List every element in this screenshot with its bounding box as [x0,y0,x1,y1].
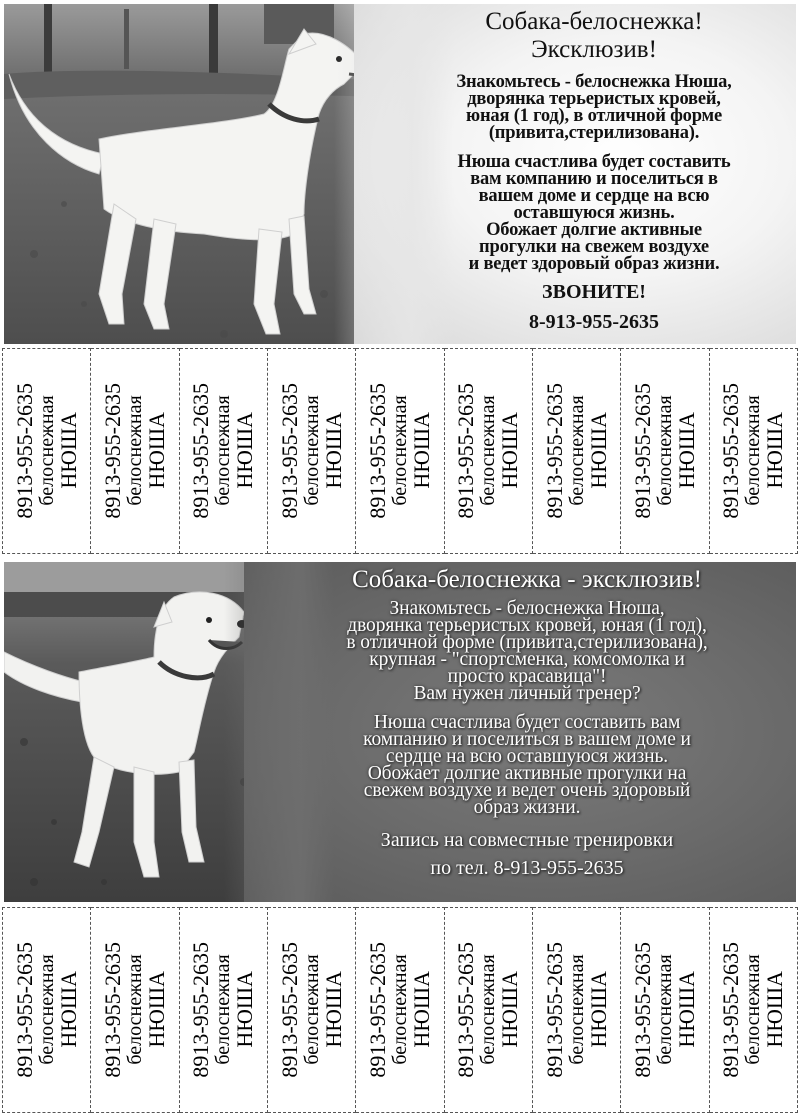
text-line: Знакомьтесь - белоснежка Нюша, [389,598,665,619]
strip-phone: 8913-955-2635 [188,942,214,1078]
booking-line: Запись на совместные тренировки [380,829,674,851]
strip-phone: 8913-955-2635 [453,383,479,519]
strip-word: белоснежная [742,954,765,1066]
strip-phone: 8913-955-2635 [453,942,479,1078]
tear-off-strip[interactable] [180,907,268,1113]
text-line: и ведет здоровый образ жизни. [468,254,720,274]
strip-name: НЮША [497,412,523,490]
tear-off-strip-text [11,942,81,1078]
tear-off-row-bottom [2,907,798,1113]
tear-off-strip-text [99,383,169,519]
strip-phone: 8913-955-2635 [11,942,37,1078]
text-line: вам компанию и поселиться в [470,169,718,189]
strip-name: НЮША [143,412,169,490]
text-line: Обожает долгие активные прогулки на [367,763,687,784]
tear-off-strip[interactable] [533,348,621,554]
tear-off-strip[interactable] [356,907,444,1113]
call-to-action: ЗВОНИТЕ! [542,281,646,303]
tear-off-strip[interactable] [621,907,709,1113]
flyer-bottom-title: Собака-белоснежка - эксклюзив! [352,566,702,593]
text-line: компанию и поселиться в вашем доме и [363,729,691,750]
strip-phone: 8913-955-2635 [364,383,390,519]
text-line: свежем воздухе и ведет очень здоровый [363,780,691,801]
tear-off-strip-text [541,383,611,519]
tear-off-strip-text [720,383,786,519]
text-line: оставшуюся жизнь. [513,203,675,223]
tear-off-strip[interactable] [710,907,798,1113]
text-line: сердце на всю оставшуюся жизнь. [385,746,669,767]
strip-word: белоснежная [212,954,235,1066]
flyer-bottom-paragraph-1 [260,600,794,702]
strip-name: НЮША [320,412,346,490]
tear-off-strip[interactable] [356,348,444,554]
strip-word: белоснежная [212,395,235,507]
tear-off-strip-text [720,942,786,1078]
flyer-bottom-text [260,562,794,882]
strip-phone: 8913-955-2635 [718,383,744,519]
strip-word: белоснежная [35,395,58,507]
tear-off-strip-text [629,942,699,1078]
text-line: юная (1 год), в отличной форме [466,106,722,126]
text-line: (привита,стерилизована). [488,123,700,143]
strip-word: белоснежная [35,954,58,1066]
tear-off-strip[interactable] [268,907,356,1113]
tear-off-strip-text [190,942,256,1078]
tear-off-strip-text [276,383,346,519]
strip-name: НЮША [143,971,169,1049]
tear-off-strip-text [190,383,256,519]
tear-off-strip-text [629,383,699,519]
strip-word: белоснежная [653,395,676,507]
strip-word: белоснежная [300,395,323,507]
strip-name: НЮША [55,971,81,1049]
text-line: прогулки на свежем воздухе [479,237,709,257]
strip-word: белоснежная [123,395,146,507]
text-line: Нюша счастлива будет составить вам [373,712,681,733]
tear-off-strip[interactable] [445,348,533,554]
flyer-bottom [4,562,796,902]
flyer-top-paragraph-2 [396,154,792,273]
strip-phone: 8913-955-2635 [718,942,744,1078]
strip-word: белоснежная [123,954,146,1066]
text-line: образ жизни. [473,797,581,818]
strip-word: белоснежная [388,395,411,507]
tear-off-strip-text [276,942,346,1078]
tear-off-row-top [2,348,798,554]
tear-off-strip[interactable] [91,348,179,554]
strip-name: НЮША [673,412,699,490]
tear-off-strip[interactable] [710,348,798,554]
strip-word: белоснежная [477,395,500,507]
tear-off-strip-text [364,942,434,1078]
strip-phone: 8913-955-2635 [188,383,214,519]
text-line: крупная - "спортсменка, комсомолка и [369,649,685,670]
tear-off-strip-text [99,942,169,1078]
flyer-top [4,4,796,344]
strip-phone: 8913-955-2635 [11,383,37,519]
strip-word: белоснежная [388,954,411,1066]
tear-off-strip[interactable] [445,907,533,1113]
text-line: в отличной форме (привита,стерилизована), [346,632,708,653]
flyer-bottom-paragraph-2 [260,714,794,816]
flyer-top-text [396,4,792,333]
strip-name: НЮША [408,412,434,490]
tear-off-strip-text [11,383,81,519]
title-line: Эксклюзив! [531,36,657,63]
title-line: Собака-белоснежка! [485,8,703,35]
strip-name: НЮША [762,971,788,1049]
text-line: дворянка терьеристых кровей, юная (1 год), [347,615,707,636]
text-line: Знакомьтесь - белоснежка Нюша, [456,72,732,92]
tear-off-strip[interactable] [533,907,621,1113]
strip-name: НЮША [673,971,699,1049]
text-line: Нюша счастлива будет составить [457,152,731,172]
tear-off-strip[interactable] [2,348,91,554]
strip-phone: 8913-955-2635 [541,383,567,519]
strip-name: НЮША [585,971,611,1049]
strip-phone: 8913-955-2635 [629,942,655,1078]
strip-name: НЮША [55,412,81,490]
tear-off-strip-text [455,383,521,519]
tear-off-strip-text [455,942,521,1078]
tear-off-strip[interactable] [91,907,179,1113]
strip-phone: 8913-955-2635 [629,383,655,519]
strip-name: НЮША [585,412,611,490]
strip-phone: 8913-955-2635 [541,942,567,1078]
tear-off-strip[interactable] [2,907,91,1113]
strip-name: НЮША [232,412,258,490]
strip-word: белоснежная [653,954,676,1066]
strip-phone: 8913-955-2635 [276,942,302,1078]
strip-word: белоснежная [565,954,588,1066]
flyer-top-title [396,8,792,64]
booking-info [260,826,794,882]
strip-name: НЮША [762,412,788,490]
tear-off-strip[interactable] [621,348,709,554]
strip-word: белоснежная [300,954,323,1066]
text-line: дворянка терьеристых кровей, [467,89,721,109]
flyer-top-paragraph-1 [396,74,792,142]
strip-name: НЮША [497,971,523,1049]
text-line: просто красавица"! [447,666,607,687]
tear-off-strip[interactable] [268,348,356,554]
tear-off-strip-text [541,942,611,1078]
text-line: вашем доме и сердце на всю [478,186,710,206]
strip-name: НЮША [408,971,434,1049]
strip-phone: 8913-955-2635 [364,942,390,1078]
tear-off-strip[interactable] [180,348,268,554]
phone-number: 8-913-955-2635 [529,311,659,333]
tear-off-strip-text [364,383,434,519]
strip-phone: 8913-955-2635 [99,383,125,519]
strip-phone: 8913-955-2635 [99,942,125,1078]
strip-name: НЮША [232,971,258,1049]
booking-line: по тел. 8-913-955-2635 [430,857,624,879]
strip-name: НЮША [320,971,346,1049]
strip-word: белоснежная [742,395,765,507]
strip-word: белоснежная [477,954,500,1066]
text-line: Обожает долгие активные [486,220,702,240]
text-line: Вам нужен личный тренер? [413,683,641,704]
strip-word: белоснежная [565,395,588,507]
strip-phone: 8913-955-2635 [276,383,302,519]
